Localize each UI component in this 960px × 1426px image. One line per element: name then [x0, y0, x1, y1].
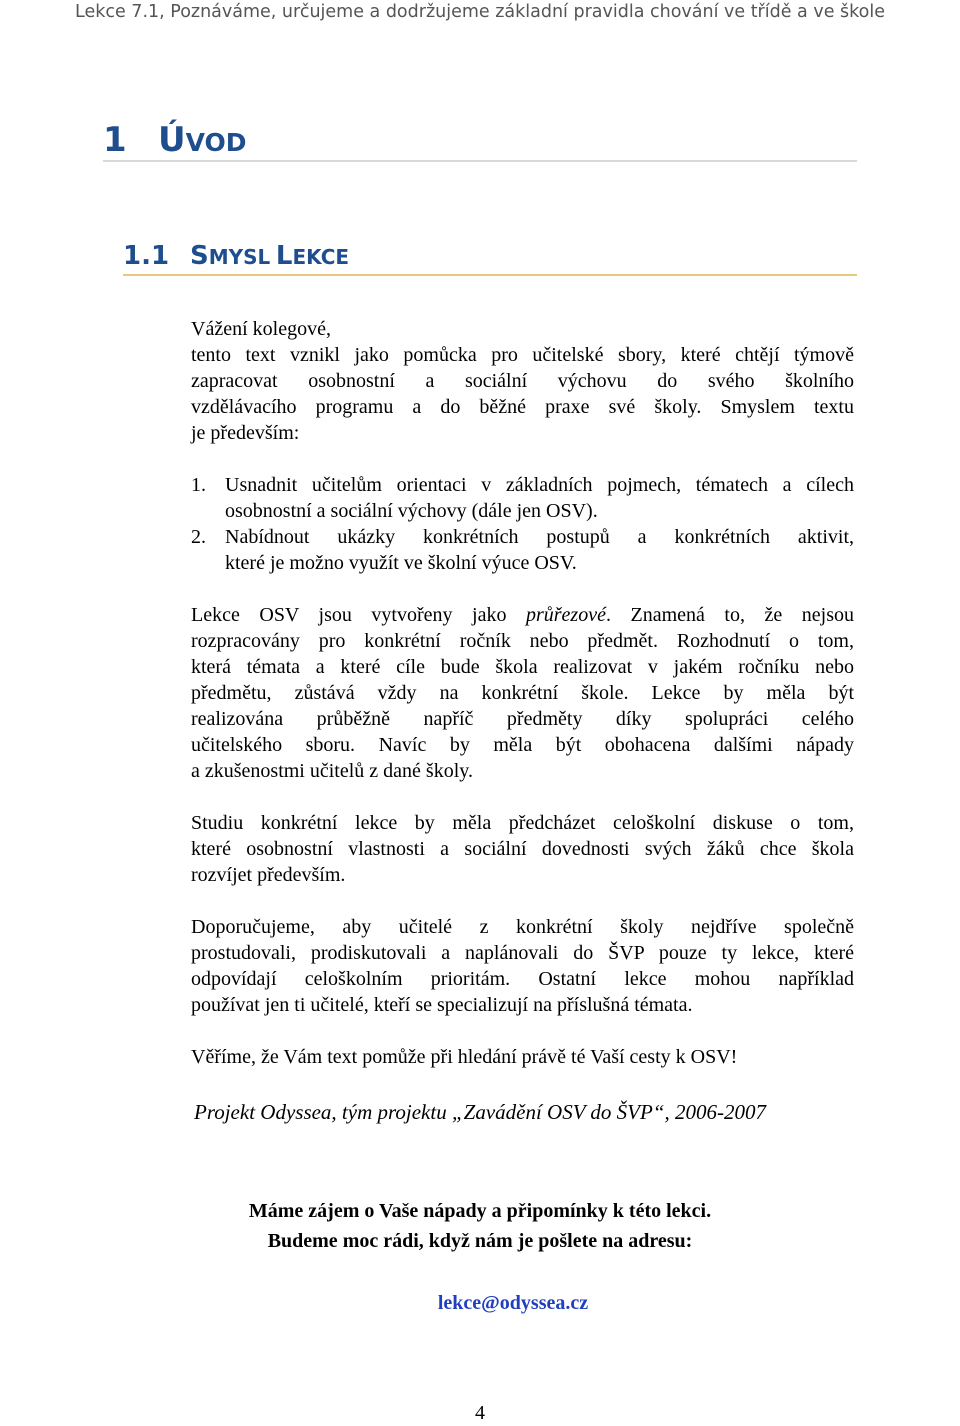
section-heading-rule — [123, 274, 857, 276]
text-line — [191, 602, 854, 628]
text-line: realizována průběžně napříč předměty díky spolupráci celého — [191, 708, 854, 730]
page-number: 4 — [475, 1402, 485, 1424]
list-item-line: Usnadnit učitelům orientaci v základních pojmech, tématech a cílech — [225, 474, 854, 496]
closing-line: Věříme, že Vám text pomůže při hledání právě té Vaší cesty k OSV! — [191, 1046, 738, 1068]
text-line: které osobnostní vlastnosti a sociální dovednosti svých žáků chce škola — [191, 838, 854, 860]
list-item-number: 1. — [191, 474, 206, 496]
text-run: . Znamená to, že nejsou — [605, 604, 854, 626]
greeting: Vážení kolegové, — [191, 318, 331, 340]
list-item-line: Nabídnout ukázky konkrétních postupů a konkrétních aktivit, — [225, 526, 854, 548]
section-title-w1-rest: MYSL — [208, 245, 271, 269]
contact-email-link[interactable]: lekce@odyssea.cz — [437, 1292, 589, 1314]
text-line: Studiu konkrétní lekce by měla předcházet celoškolní diskuse o tom, — [191, 812, 854, 834]
text-line: odpovídají celoškolním prioritám. Ostatní lekce mohou například — [191, 968, 854, 990]
section-title-w1-initial: S — [190, 241, 209, 271]
text-line: vzdělávacího programu a do běžné praxe své školy. Smyslem textu — [191, 396, 854, 418]
text-line: tento text vznikl jako pomůcka pro učitelské sbory, které chtějí týmově — [191, 344, 854, 366]
section-title-w2-initial: L — [275, 241, 293, 271]
doporuceni-paragraph — [191, 914, 854, 1018]
text-line: zapracovat osobnostní a sociální výchovu do svého školního — [191, 370, 854, 392]
section-heading — [123, 236, 857, 279]
section-number: 1.1 — [123, 241, 170, 271]
project-credit: Projekt Odyssea, tým projektu „Zavádění OSV do ŠVP“, 2006-2007 — [194, 1100, 766, 1124]
text-run: Lekce OSV jsou vytvořeny jako — [191, 604, 526, 626]
text-line: učitelského sboru. Navíc by měla být obohacena dalšími nápady — [191, 734, 854, 756]
contact-line-2: Budeme moc rádi, když nám je pošlete na adresu: — [267, 1230, 693, 1252]
section-title-w2-rest: EKCE — [292, 245, 350, 269]
list-item-line: které je možno využít ve školní výuce OSV. — [225, 552, 577, 574]
chapter-title-rest: VOD — [185, 128, 247, 157]
lekce-paragraph — [191, 602, 854, 784]
text-line: používat jen ti učitelé, kteří se specializují na příslušná témata. — [191, 994, 693, 1016]
text-line: předmětu, zůstává vždy na konkrétní škole. Lekce by měla být — [191, 682, 854, 704]
chapter-number: 1 — [103, 120, 127, 160]
list-item-number: 2. — [191, 526, 206, 548]
contact-line-1: Máme zájem o Vaše nápady a připomínky k této lekci. — [248, 1200, 712, 1222]
intro-paragraph — [191, 316, 854, 446]
chapter-heading-rule — [103, 160, 857, 162]
emphasis-prurezove: průřezové — [525, 604, 606, 626]
text-line: Doporučujeme, aby učitelé z konkrétní školy nejdříve společně — [191, 916, 854, 938]
text-line: rozvíjet především. — [191, 864, 346, 886]
running-header: Lekce 7.1, Poznáváme, určujeme a dodržujeme základní pravidla chování ve třídě a ve škole — [75, 2, 885, 22]
chapter-title-initial: Ú — [158, 120, 186, 160]
text-line: rozpracovány pro konkrétní ročník nebo předmět. Rozhodnutí o tom, — [191, 630, 854, 652]
text-line: je především: — [191, 422, 300, 444]
text-line: která témata a které cíle bude škola realizovat v jakém ročníku nebo — [191, 656, 854, 678]
text-line: prostudovali, prodiskutovali a naplánovali do ŠVP pouze ty lekce, které — [191, 942, 854, 964]
closing-paragraph — [191, 1044, 854, 1070]
list-item-line: osobnostní a sociální výchovy (dále jen OSV). — [225, 500, 598, 522]
text-line: a zkušenostmi učitelů z dané školy. — [191, 760, 473, 782]
studium-paragraph — [191, 810, 854, 888]
